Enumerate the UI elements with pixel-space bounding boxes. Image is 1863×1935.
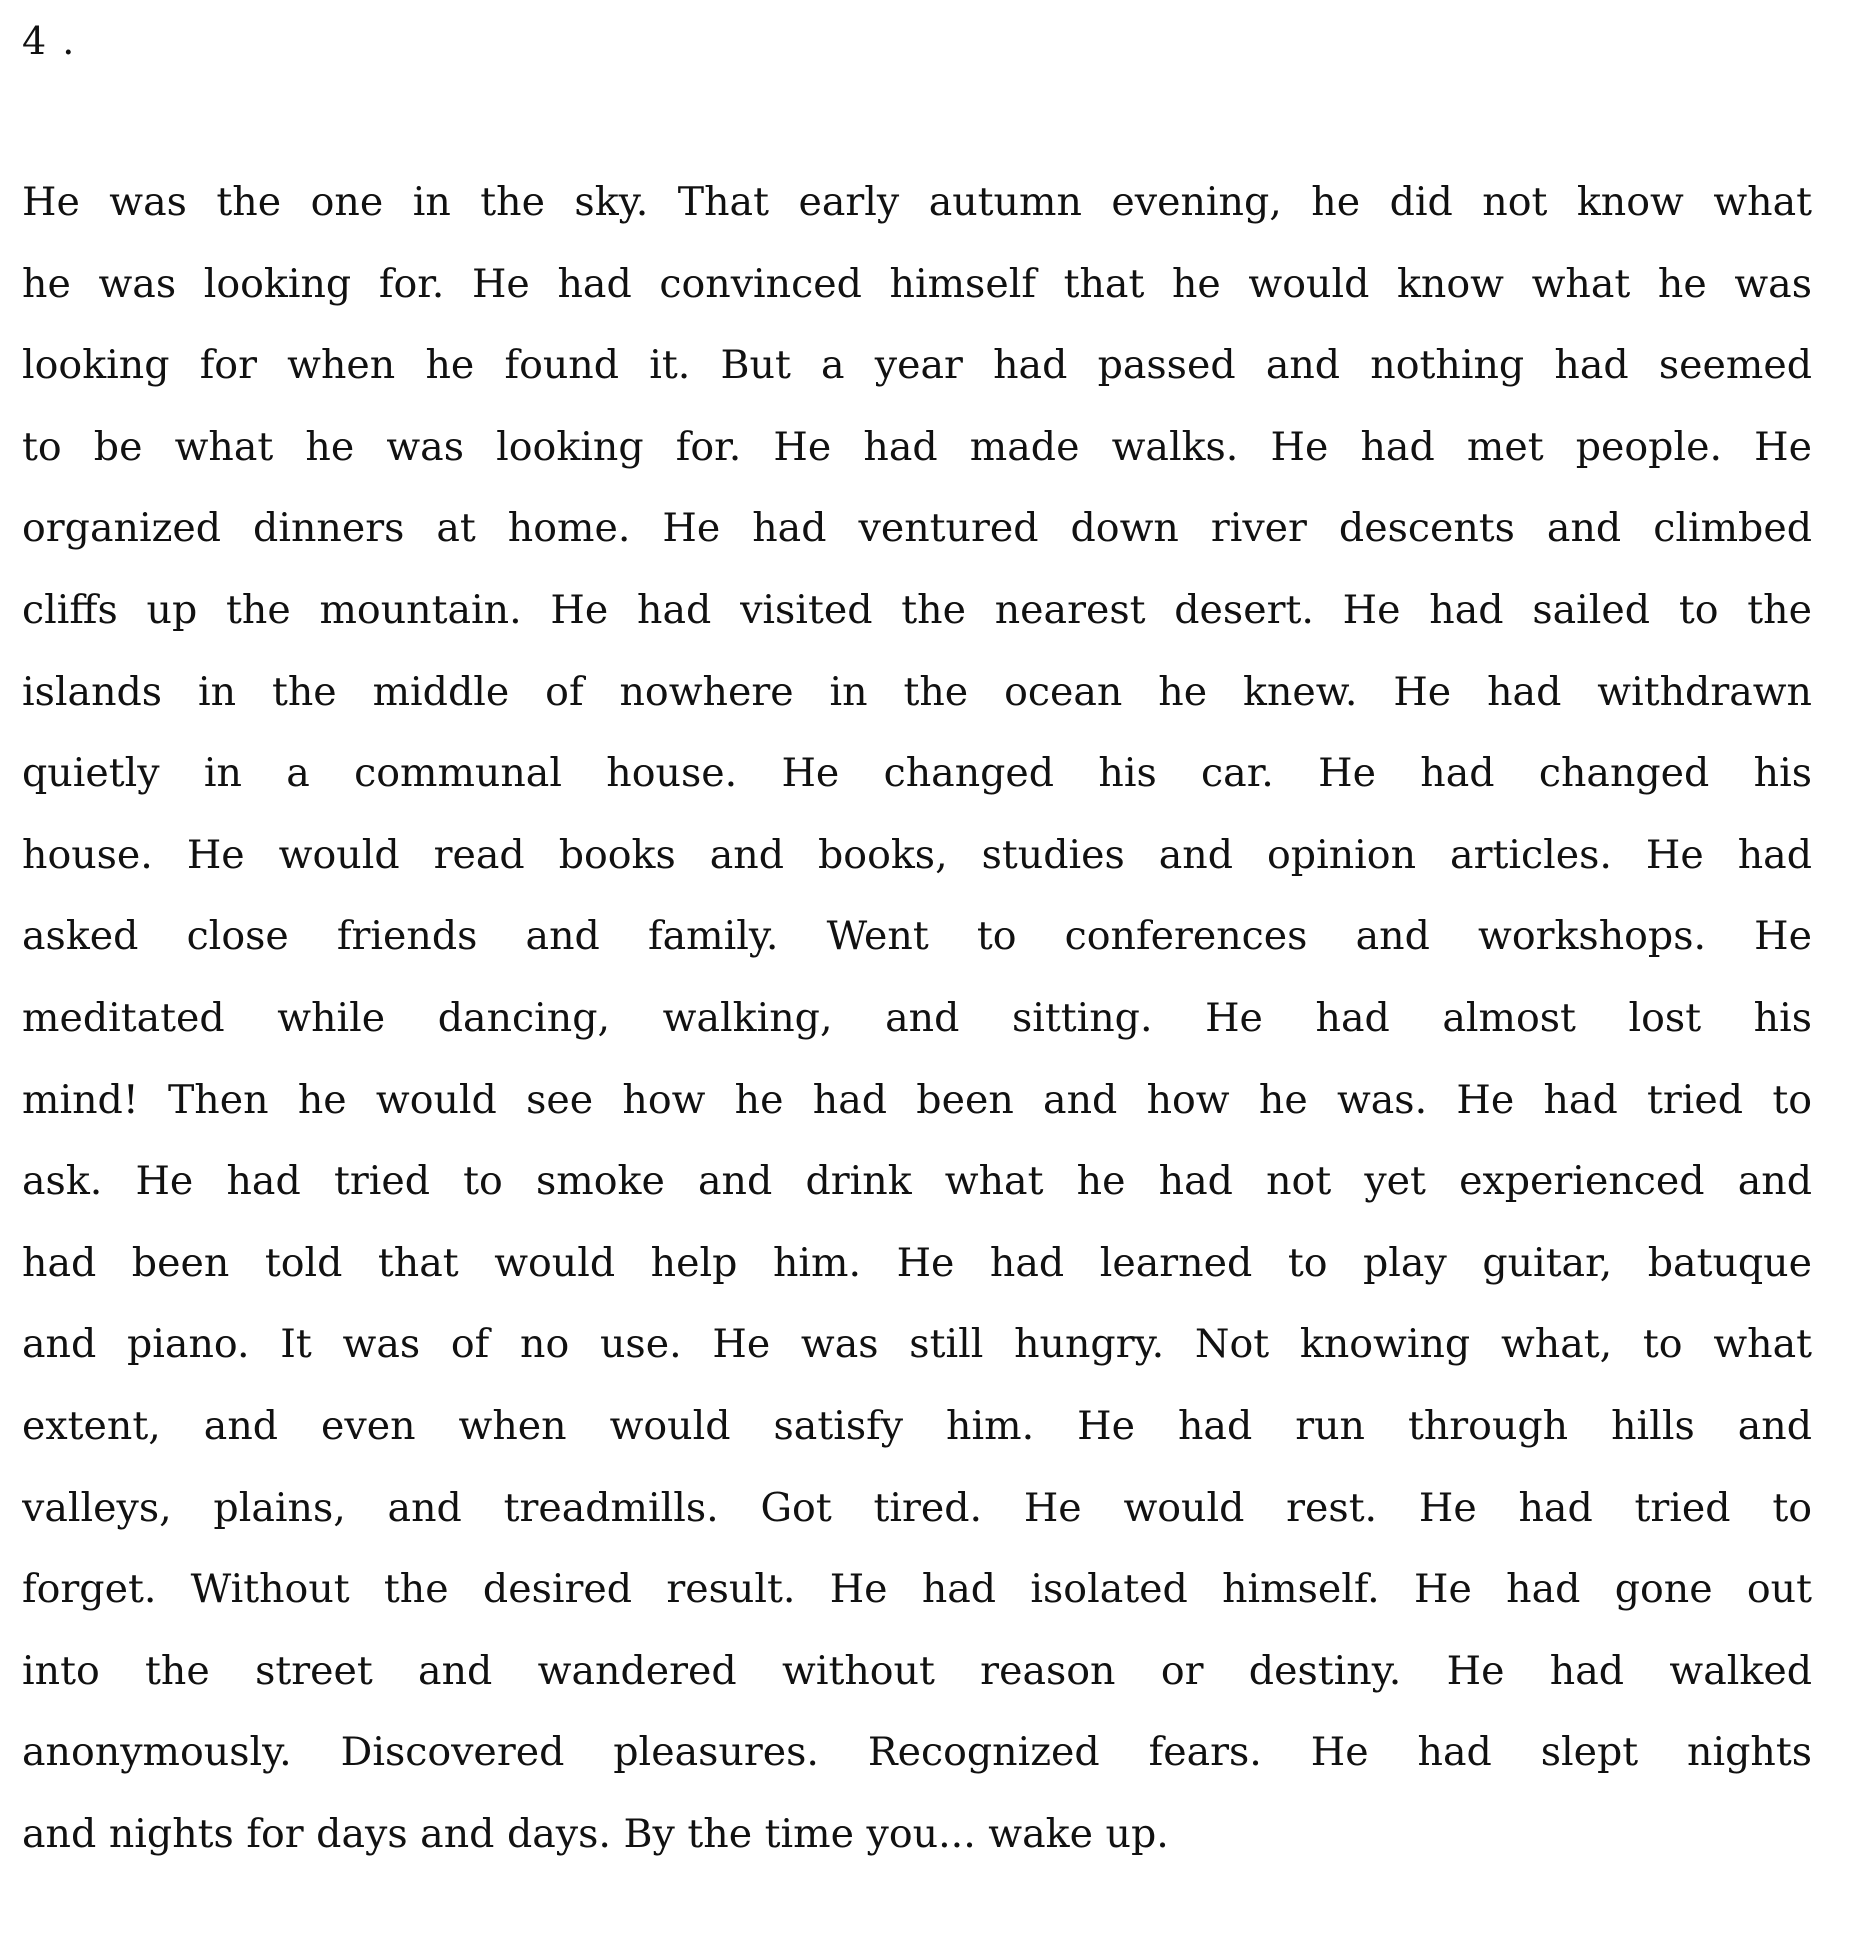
paragraph-line: had been told that would help him. He had learned to play guitar, batuque bbox=[22, 1239, 1812, 1286]
paragraph-line: house. He would read books and books, studies and opinion articles. He had bbox=[22, 831, 1812, 878]
paragraph-line: looking for when he found it. But a year had passed and nothing had seemed bbox=[22, 342, 1812, 389]
paragraph-line: into the street and wandered without reason or destiny. He had walked bbox=[22, 1647, 1812, 1694]
body-paragraph bbox=[22, 170, 1812, 1883]
paragraph-line: forget. Without the desired result. He had isolated himself. He had gone out bbox=[22, 1566, 1812, 1613]
paragraph-line: organized dinners at home. He had ventured down river descents and climbed bbox=[22, 505, 1812, 552]
paragraph-line: quietly in a communal house. He changed his car. He had changed his bbox=[22, 750, 1812, 797]
paragraph-line: cliffs up the mountain. He had visited the nearest desert. He had sailed to the bbox=[22, 586, 1812, 633]
paragraph-line: islands in the middle of nowhere in the ocean he knew. He had withdrawn bbox=[22, 668, 1812, 715]
paragraph-line: and piano. It was of no use. He was still hungry. Not knowing what, to what bbox=[22, 1321, 1812, 1368]
paragraph-line: mind! Then he would see how he had been and how he was. He had tried to bbox=[22, 1076, 1812, 1123]
paragraph-line: He was the one in the sky. That early autumn evening, he did not know what bbox=[22, 179, 1812, 225]
paragraph-line: meditated while dancing, walking, and sitting. He had almost lost his bbox=[22, 994, 1812, 1041]
paragraph-line: and nights for days and days. By the time you... wake up. bbox=[22, 1810, 1169, 1857]
paragraph-line: asked close friends and family. Went to conferences and workshops. He bbox=[22, 913, 1812, 960]
page-number: 4 . bbox=[22, 19, 77, 63]
paragraph-line: valleys, plains, and treadmills. Got tired. He would rest. He had tried to bbox=[22, 1484, 1812, 1531]
paragraph-line: ask. He had tried to smoke and drink what he had not yet experienced and bbox=[22, 1158, 1812, 1205]
paragraph-line: extent, and even when would satisfy him. He had run through hills and bbox=[22, 1402, 1812, 1449]
paragraph-line: to be what he was looking for. He had made walks. He had met people. He bbox=[22, 423, 1812, 470]
paragraph-line: he was looking for. He had convinced himself that he would know what he was bbox=[22, 260, 1812, 307]
paragraph-line: anonymously. Discovered pleasures. Recognized fears. He had slept nights bbox=[22, 1729, 1812, 1776]
